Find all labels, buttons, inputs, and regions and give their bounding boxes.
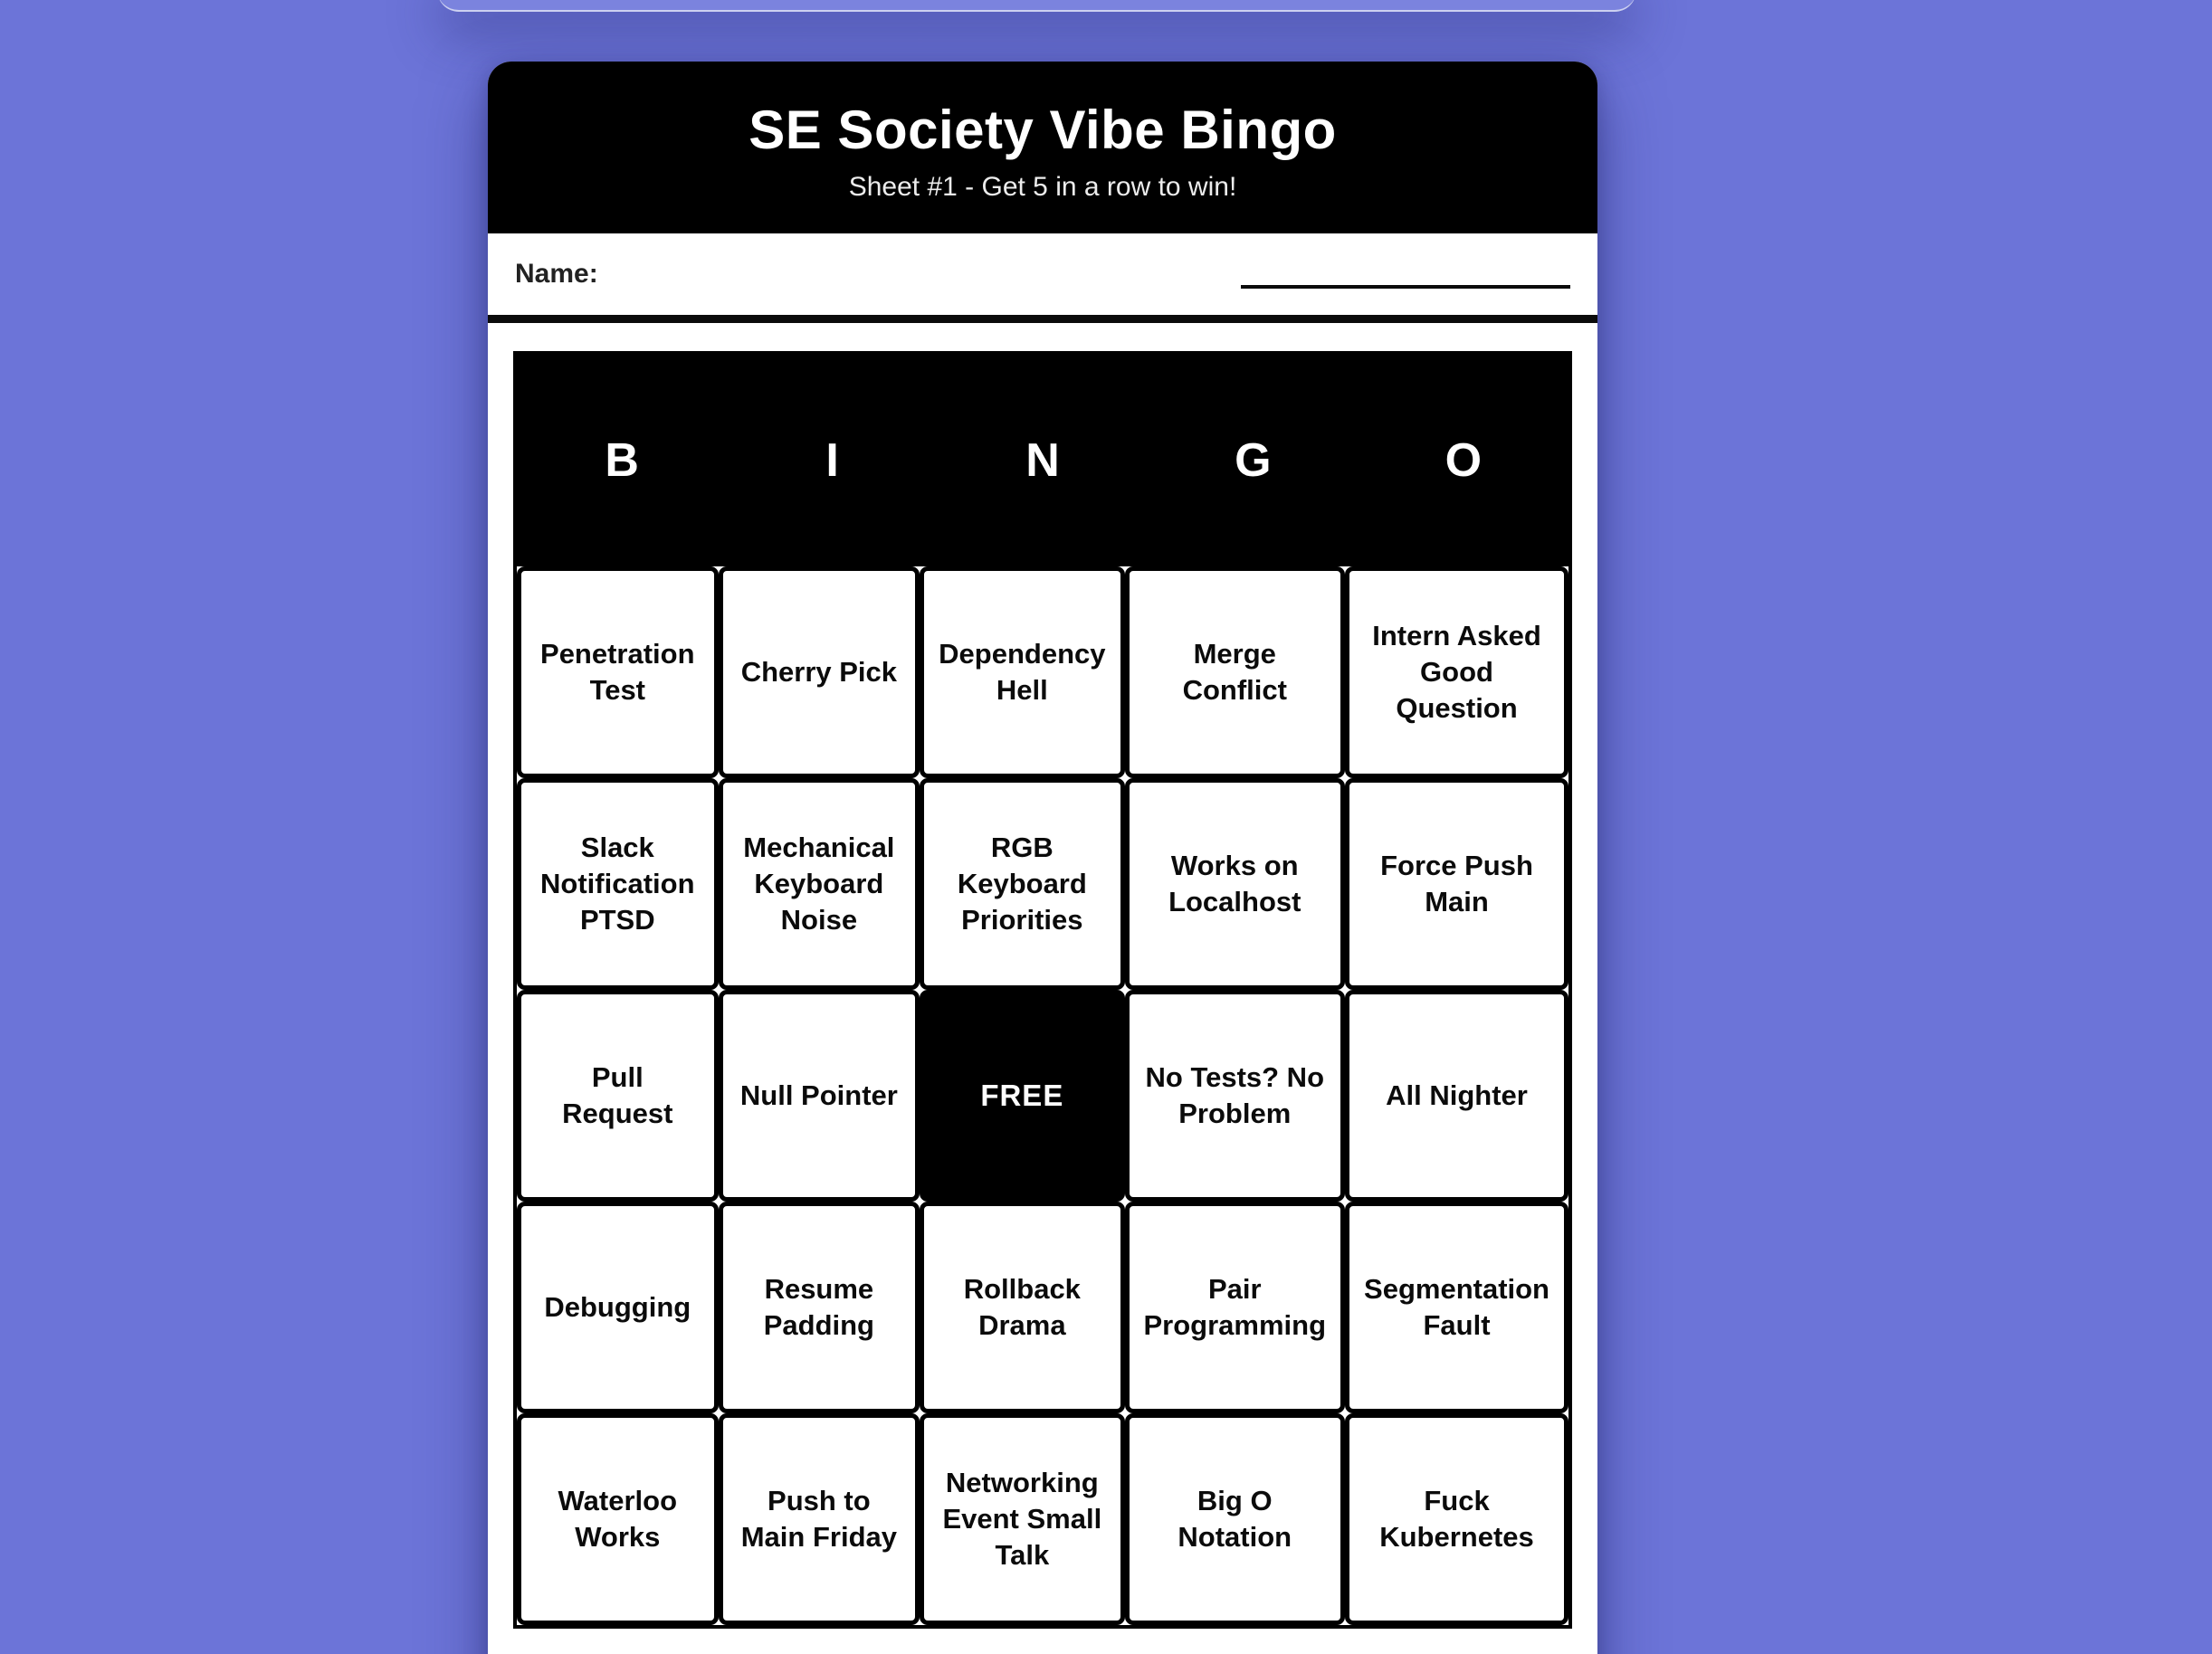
bingo-cell[interactable]: Null Pointer bbox=[719, 990, 920, 1202]
bingo-cell[interactable]: Cherry Pick bbox=[719, 566, 920, 778]
bingo-cell[interactable]: Mechanical Keyboard Noise bbox=[719, 778, 920, 990]
bingo-cell[interactable]: Dependency Hell bbox=[920, 566, 1124, 778]
bingo-cell[interactable]: Pull Request bbox=[517, 990, 719, 1202]
bingo-cell[interactable]: Intern Asked Good Question bbox=[1345, 566, 1568, 778]
bingo-cell[interactable]: Debugging bbox=[517, 1202, 719, 1413]
sheet-title: SE Society Vibe Bingo bbox=[748, 99, 1337, 160]
bingo-cell[interactable]: RGB Keyboard Priorities bbox=[920, 778, 1124, 990]
name-write-in-line bbox=[1241, 285, 1570, 289]
bingo-letter-n: N bbox=[1025, 434, 1060, 487]
bingo-cell[interactable]: Segmentation Fault bbox=[1345, 1202, 1568, 1413]
bingo-cell[interactable]: Merge Conflict bbox=[1125, 566, 1346, 778]
bingo-header-row bbox=[517, 355, 1568, 566]
bingo-cell[interactable]: Fuck Kubernetes bbox=[1345, 1413, 1568, 1625]
previous-sheet-peek bbox=[437, 0, 1636, 12]
bingo-cell[interactable]: Big O Notation bbox=[1125, 1413, 1346, 1625]
bingo-cell[interactable]: Penetration Test bbox=[517, 566, 719, 778]
bingo-cell[interactable]: All Nighter bbox=[1345, 990, 1568, 1202]
bingo-letter-b: B bbox=[605, 434, 639, 487]
bingo-cell[interactable]: Force Push Main bbox=[1345, 778, 1568, 990]
bingo-cell[interactable]: No Tests? No Problem bbox=[1125, 990, 1346, 1202]
bingo-cell[interactable]: Works on Localhost bbox=[1125, 778, 1346, 990]
bingo-cell[interactable]: Networking Event Small Talk bbox=[920, 1413, 1124, 1625]
sheet-subtitle: Sheet #1 - Get 5 in a row to win! bbox=[848, 171, 1237, 202]
bingo-cell[interactable]: Push to Main Friday bbox=[719, 1413, 920, 1625]
name-row bbox=[488, 233, 1597, 323]
bingo-cell[interactable]: Rollback Drama bbox=[920, 1202, 1124, 1413]
bingo-grid-section bbox=[488, 323, 1597, 1654]
bingo-cell[interactable]: Waterloo Works bbox=[517, 1413, 719, 1625]
bingo-cell[interactable]: Pair Programming bbox=[1125, 1202, 1346, 1413]
bingo-cell-free[interactable]: FREE bbox=[920, 990, 1124, 1202]
name-label: Name: bbox=[515, 259, 598, 289]
bingo-sheet-card bbox=[488, 62, 1597, 1654]
bingo-letter-o: O bbox=[1444, 434, 1483, 487]
bingo-letter-i: I bbox=[825, 434, 839, 487]
bingo-grid bbox=[513, 351, 1572, 1629]
sheet-header bbox=[488, 62, 1597, 233]
bingo-letter-g: G bbox=[1235, 434, 1272, 487]
bingo-cell[interactable]: Slack Notification PTSD bbox=[517, 778, 719, 990]
bingo-cell[interactable]: Resume Padding bbox=[719, 1202, 920, 1413]
